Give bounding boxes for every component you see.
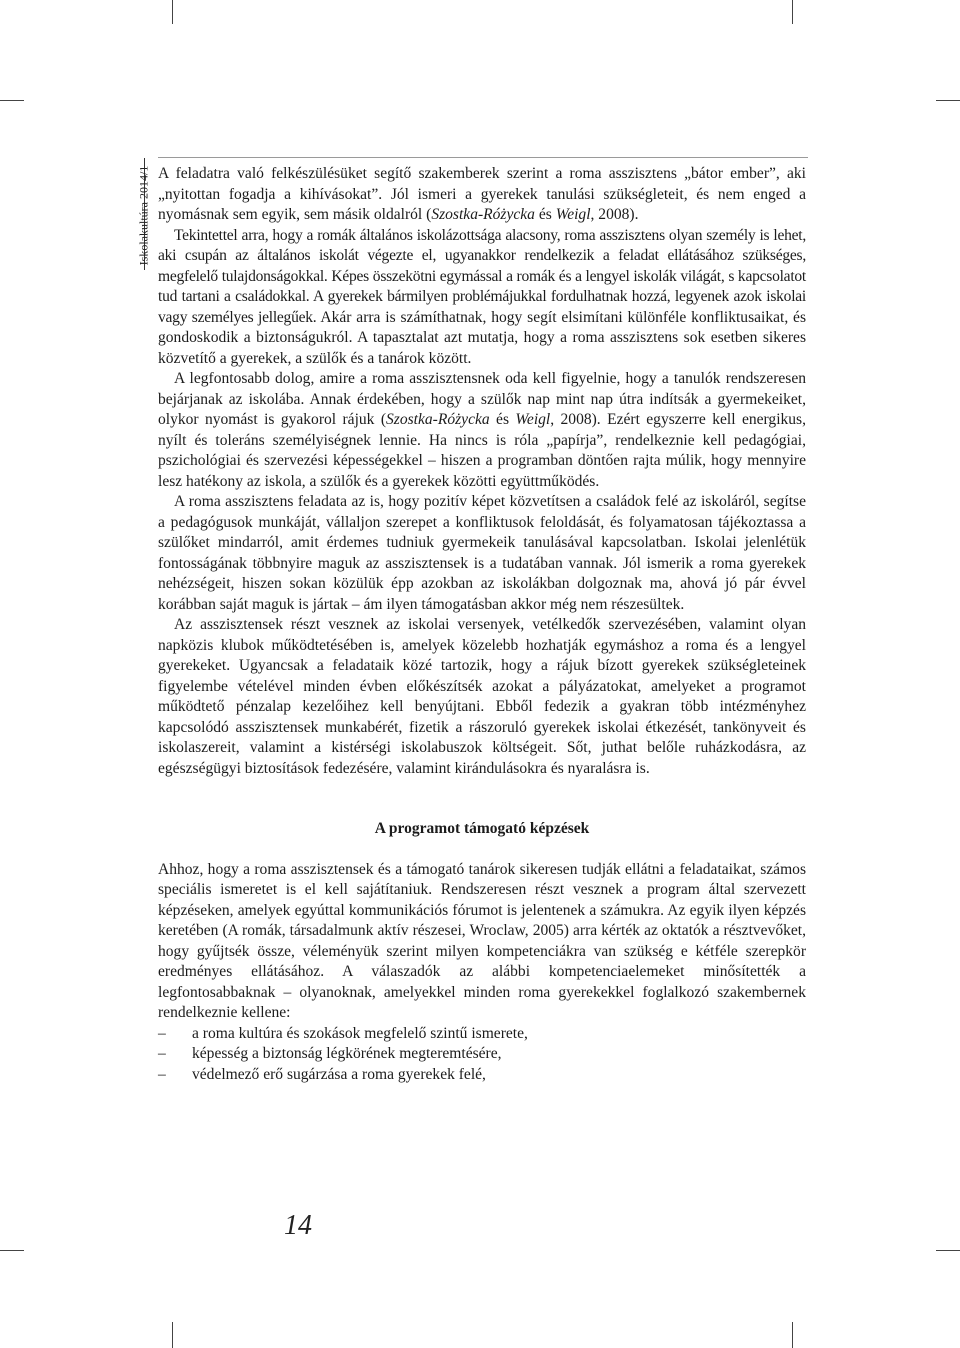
- top-rule: [158, 157, 808, 158]
- crop-mark: [172, 1322, 173, 1348]
- competence-list: [158, 1024, 806, 1086]
- list-item: – védelmező erő sugárzása a roma gyerekek felé,: [158, 1065, 806, 1086]
- paragraph-1: A feladatra való felkészülésüket segítő szakemberek szerint a roma asszisztens „bátor ember”, aki „nyitottan fogadja a kihívásokat”. Jól ismeri a gyerekek tanulási szükségleteit, és nem enged a nyomásnak sem egyik, sem másik oldalról (Szostka-Różycka és Weigl, 2008).: [158, 165, 806, 223]
- crop-mark: [792, 1322, 793, 1348]
- page-number: 14: [284, 1210, 312, 1241]
- list-item: – a roma kultúra és szokások megfelelő szintű ismerete,: [158, 1024, 806, 1045]
- crop-mark: [936, 100, 960, 101]
- list-item: – képesség a biztonság légkörének megteremtésére,: [158, 1044, 806, 1065]
- list-dash: –: [158, 1045, 166, 1062]
- crop-mark: [936, 1250, 960, 1251]
- paragraph-4: A roma asszisztens feladata az is, hogy pozitív képet közvetítsen a családok felé az iskoláról, segítse a pedagógusok munkáját, vállaljon szerepet a konfliktusok feloldását, és folyamatosan tájékoztassa a szülőket mindarról, amit érdemes tudniuk gyermekeik tanulásával kapcsolatban. Iskolai jelenlétük fontosságának többnyire maguk az asszisztensek is a tudatában vannak. Jól ismerik a roma gyerekek nehézségeit, hiszen sokan közülük épp azokban az iskolákban dolgoznak ma, ahová jó pár évvel korábban saját maguk is jártak – ám ilyen támogatásban akkor még nem részesültek.: [158, 493, 806, 613]
- journal-side-label: [130, 158, 151, 270]
- crop-mark: [172, 0, 173, 24]
- paragraph-5: Az asszisztensek részt vesznek az iskolai versenyek, vetélkedők szervezésében, valamint olyan napközis klubok működtetésében is, amelyek közelebb hozhatják egymáshoz a roma és a lengyel gyerekeket. Ugyancsak a feladataik közé tartozik, hogy a rájuk bízott gyerekek szükségleteinek figyelembe vételével minden évben előkészítsék azokat a pályázatokat, amelyeket a programot működtető pénzalap kezelőihez kell benyújtani. Ebből fedezik a gyakran több intézményhez kapcsolódó asszisztensek munkabérét, fizetik a rászoruló gyerekek iskolai étkezését, tankönyveit és iskolaszereit, valamint a kistérségi iskolabuszok költségeit. Sőt, juthat belőle ruházkodásra, az egészségügyi biztosítások fedezésére, valamint kirándulásokra és nyaralásra is.: [158, 616, 806, 777]
- paragraph-2: Tekintettel arra, hogy a romák általános iskolázottsága alacsony, roma asszisztens olyan személy is lehet, aki csupán az általános iskolát végezte el, ugyanakkor rendelkezik a feladat ellátásához szükséges, megfelelő tulajdonságokkal. Képes összekötni egymással a romák és a lengyel iskolák világát, s kapcsolatot tud tartani a családokkal. A gyerekek bármilyen problémájukkal fordulhatnak hozzá, legyenek azok iskolai vagy személyes jellegűek. Akár arra is számíthatnak, hogy segít elsimítani különféle konfliktusaikat, és gondoskodik a biztonságukról. A tapasztalat azt mutatja, hogy a roma asszisztens sok esetben sikeres közvetítő a gyerekek, a szülők és a tanárok között.: [158, 226, 807, 367]
- section-paragraph: Ahhoz, hogy a roma asszisztensek és a támogató tanárok sikeresen tudják ellátni a feladataikat, számos speciális ismeretet is el kell sajátítaniuk. Rendszeresen részt vesznek a program által szervezett képzéseken, amelyek egyúttal kommunikációs fórumot is jelentenek a számukra. Az egyik ilyen képzés keretében (A romák, társadalmunk aktív részesei, Wroclaw, 2005) arra kérték az oktatók a résztvevőket, hogy gyűjtsék össze, véleményük szerint milyen kompetenciákra van szükség e kétféle szerepkör eredményes ellátásához. A válaszadók az alábbi kompetenciaelemeket minősítették a legfontosabbaknak – olyanoknak, amelyekkel minden roma gyerekekkel foglalkozó szakembernek rendelkeznie kellene:: [158, 860, 806, 1021]
- section-heading: A programot támogató képzések: [374, 820, 590, 837]
- article-body: [158, 164, 806, 1085]
- crop-mark: [0, 100, 24, 101]
- crop-mark: [0, 1250, 24, 1251]
- journal-name: Iskolakultúra 2014/1: [136, 165, 151, 266]
- crop-mark: [792, 0, 793, 24]
- paragraph-3: A legfontosabb dolog, amire a roma asszisztensnek oda kell figyelnie, hogy a tanulók rendszeresen bejárjanak az iskolába. Annak érdekében, hogy a szülők nap mint nap útra indítsák a gyermekeiket, olykor nyomást is gyakorol rájuk (Szostka-Różycka és Weigl, 2008). Ezért egyszerre kell energikus, nyílt és toleráns személyiségnek lennie. Ha nincs is róla „papírja”, rendelkeznie kell pedagógiai, pszichológiai és szervezési képességekkel – hiszen a programban döntően rajta múlik, hogy mennyire lesz hatékony az iskola, a szülők és a gyerekek közötti együttműködés.: [158, 370, 806, 490]
- list-dash: –: [158, 1065, 166, 1083]
- list-dash: –: [158, 1024, 166, 1042]
